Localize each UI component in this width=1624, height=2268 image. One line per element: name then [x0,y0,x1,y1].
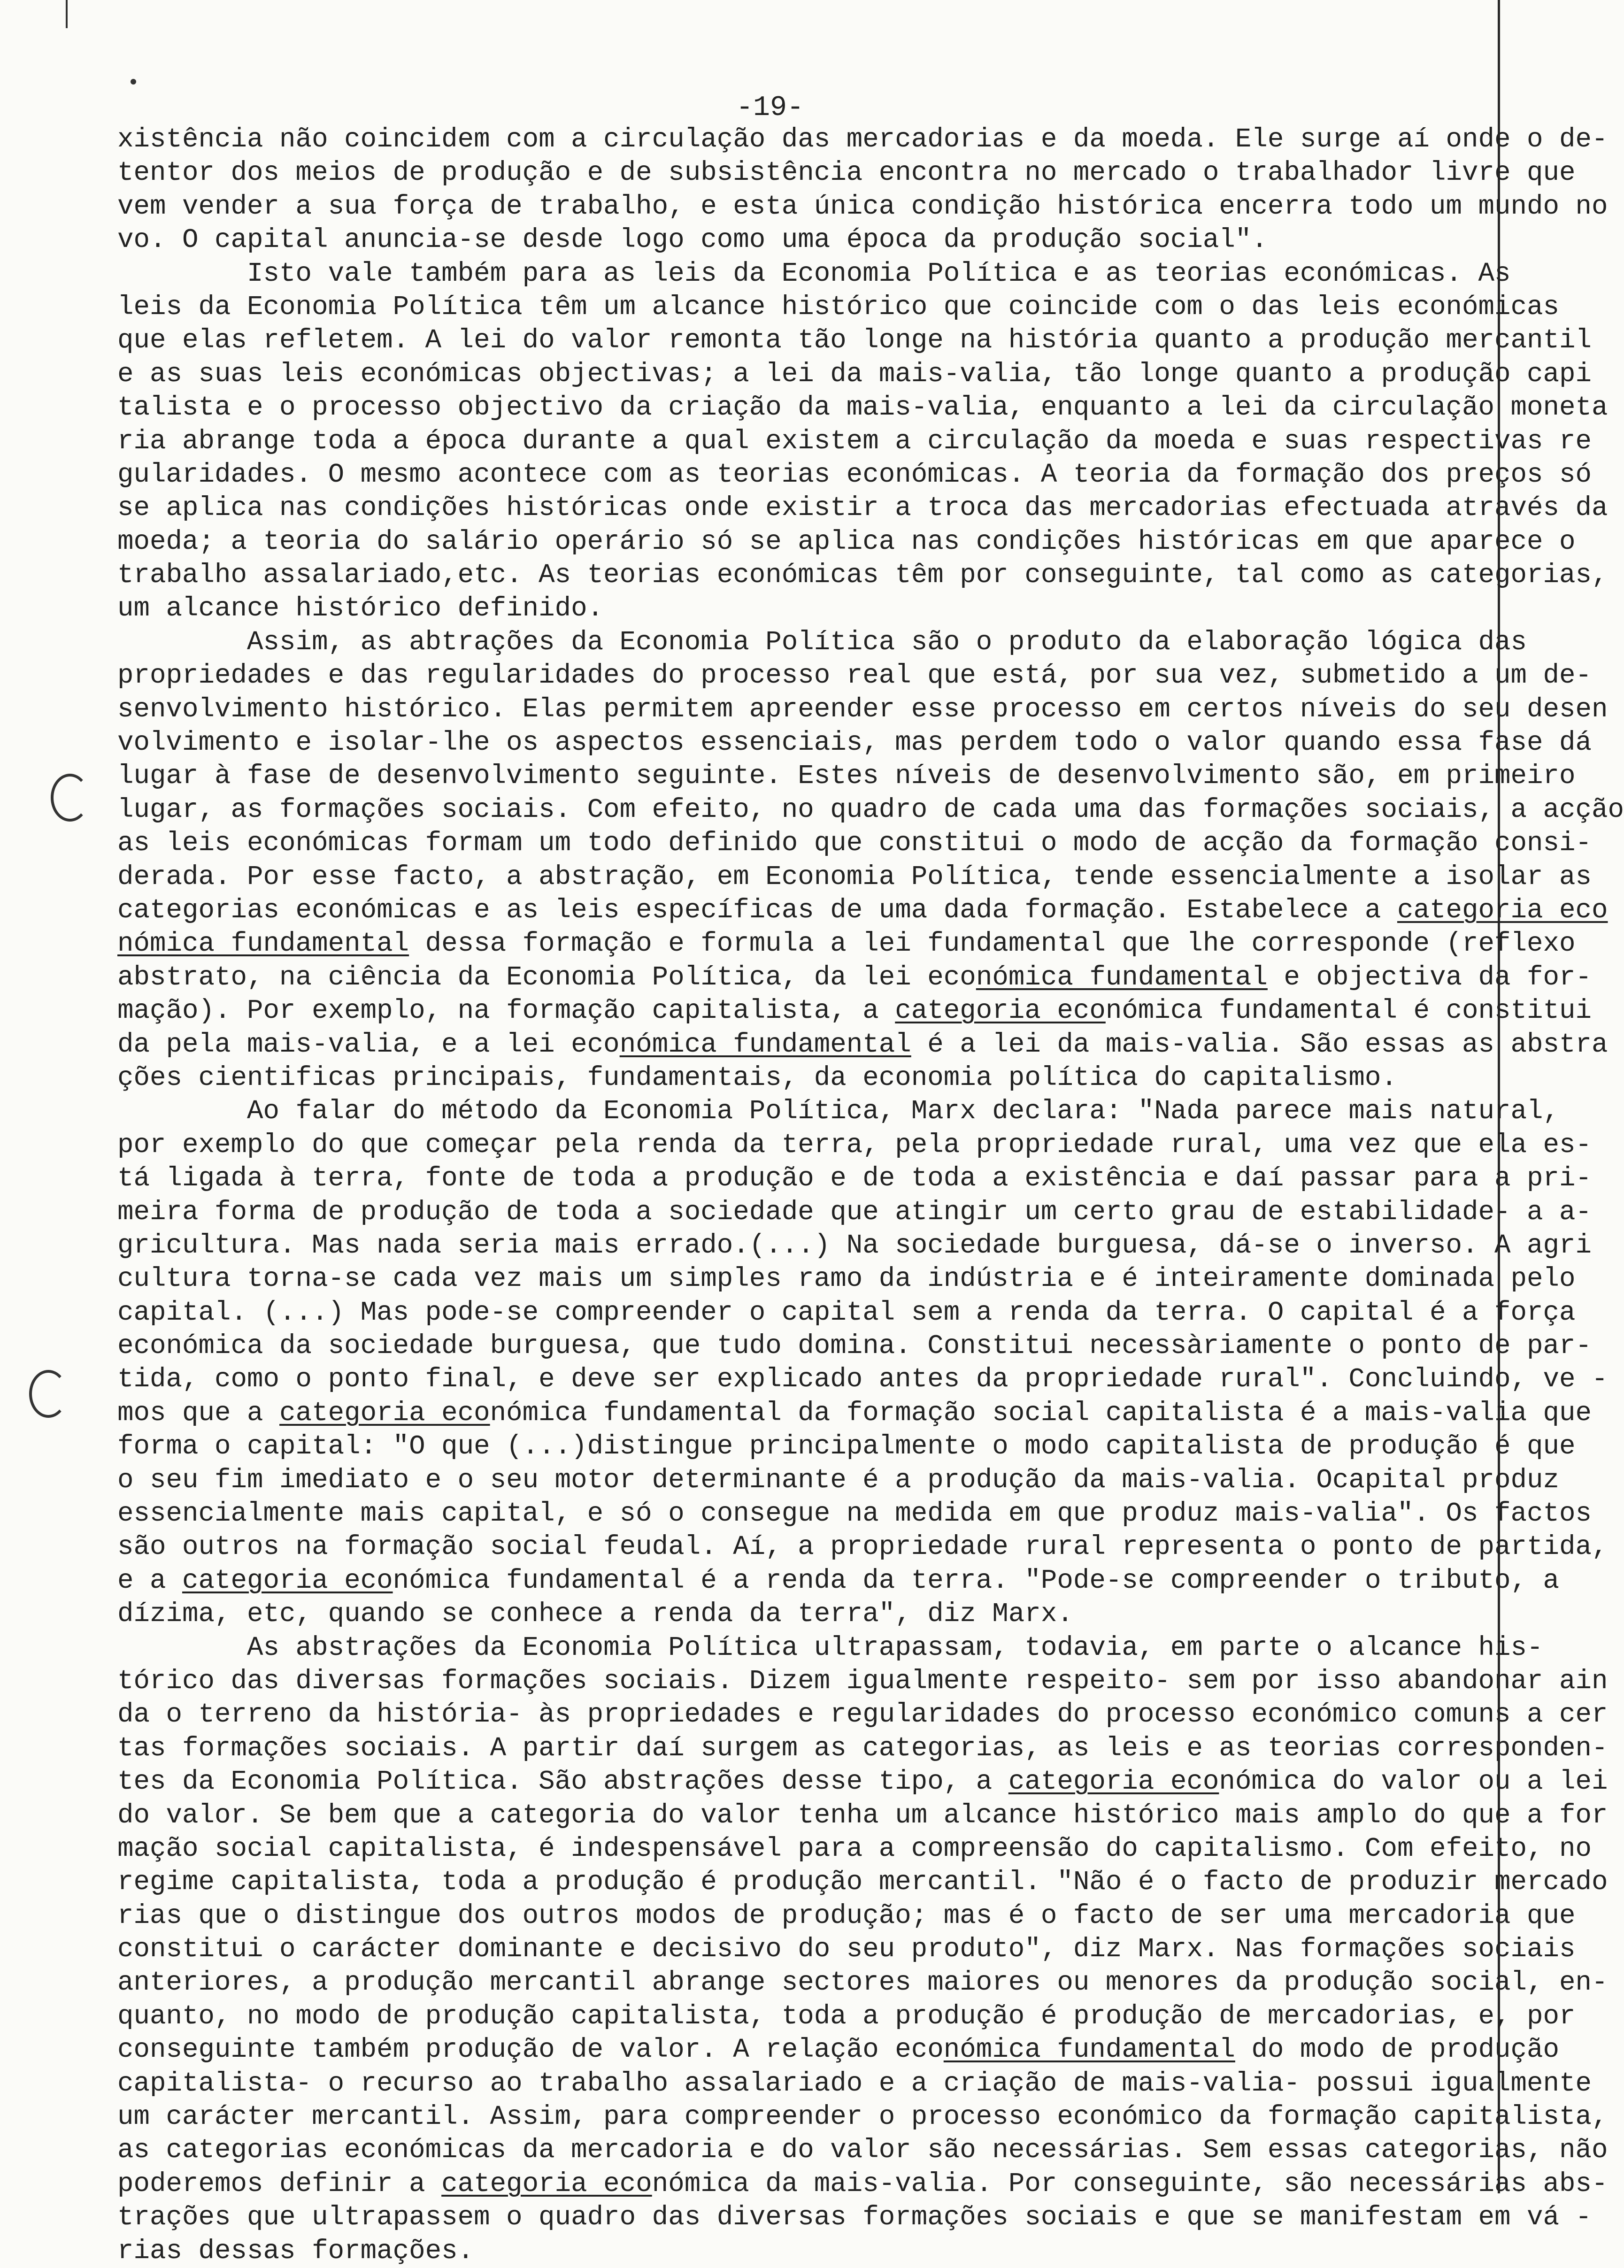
text-line: conseguinte também produção de valor. A relação económica fundamental do modo de produção [117,2035,1560,2066]
text-line: talista e o processo objectivo da criação da mais-valia, enquanto a lei da circulação moneta [117,392,1608,423]
text-line: as categorias económicas da mercadoria e do valor são necessárias. Sem essas categorias, não [117,2135,1608,2166]
document-body [117,123,1624,2268]
text-line: leis da Economia Política têm um alcance histórico que coincide com o das leis económicas [117,292,1559,323]
text-line: por exemplo do que começar pela renda da terra, pela propriedade rural, uma vez que ela es- [117,1130,1592,1161]
text-line: derada. Por esse facto, a abstração, em Economia Política, tende essencialmente a isolar as [117,861,1592,892]
underlined-phrase: nómica fundamental [117,929,409,960]
underlined-phrase: categoria eco [441,2168,652,2199]
text-line: mação social capitalista, é indespensável para a compreensão do capitalismo. Com efeito, no [117,1833,1592,1864]
text-line: capitalista- o recurso ao trabalho assalariado e a criação de mais-valia- possui igualmente [117,2068,1592,2099]
text-line: mação). Por exemplo, na formação capitalista, a categoria económica fundamental é constitui [117,996,1592,1027]
text-line: ria abrange toda a época durante a qual existem a circulação da moeda e suas respectivas re [117,426,1592,457]
text-line: e as suas leis económicas objectivas; a lei da mais-valia, tão longe quanto a produção capi [117,359,1592,390]
text-line: mos que a categoria económica fundamental da formação social capitalista é a mais-valia que [117,1398,1592,1429]
text-line: rias que o distingue dos outros modos de produção; mas é o facto de ser uma mercadoria que [117,1900,1576,1931]
underlined-phrase: categoria eco [182,1565,393,1596]
text-line: abstrato, na ciência da Economia Política, da lei económica fundamental e objectiva da for- [117,962,1592,993]
text-line: cultura torna-se cada vez mais um simples ramo da indústria e é inteiramente dominada pelo [117,1264,1576,1295]
text-line: volvimento e isolar-lhe os aspectos essenciais, mas perdem todo o valor quando essa fase dá [117,728,1592,759]
text-line: económica da sociedade burguesa, que tudo domina. Constitui necessàriamente o ponto de par- [117,1331,1592,1362]
text-line: Isto vale também para as leis da Economia Política e as teorias económicas. As [117,258,1511,289]
text-line: do valor. Se bem que a categoria do valor tenha um alcance histórico mais amplo do que a for [117,1800,1608,1831]
text-line: As abstrações da Economia Política ultrapassam, todavia, em parte o alcance his- [117,1632,1543,1663]
underlined-phrase: categoria eco [1397,895,1608,926]
text-line: tentor dos meios de produção e de subsistência encontra no mercado o trabalhador livre que [117,158,1576,189]
text-line: vo. O capital anuncia-se desde logo como uma época da produção social". [117,225,1268,256]
text-line: constitui o carácter dominante e decisivo do seu produto", diz Marx. Nas formações sociais [117,1934,1576,1965]
text-line: o seu fim imediato e o seu motor determinante é a produção da mais-valia. Ocapital produz [117,1465,1559,1496]
text-line: poderemos definir a categoria económica da mais-valia. Por conseguinte, são necessárias abs- [117,2168,1608,2199]
text-line: tá ligada à terra, fonte de toda a produção e de toda a existência e daí passar para a pri- [117,1163,1592,1194]
text-line: moeda; a teoria do salário operário só se aplica nas condições históricas em que aparece o [117,526,1576,557]
text-line: trabalho assalariado,etc. As teorias económicas têm por conseguinte, tal como as categorias, [117,560,1608,591]
text-line: são outros na formação social feudal. Aí, a propriedade rural representa o ponto de partida, [117,1532,1608,1563]
text-line: forma o capital: "O que (...)distingue principalmente o modo capitalista de produção é que [117,1431,1576,1462]
underlined-phrase: categoria eco [279,1398,490,1429]
underlined-phrase: categoria eco [1008,1767,1219,1798]
text-line: da o terreno da história- às propriedades e regularidades do processo económico comuns a cer [117,1699,1608,1730]
text-line: gricultura. Mas nada seria mais errado.(...) Na sociedade burguesa, dá-se o inverso. A agri [117,1230,1592,1261]
text-line: regime capitalista, toda a produção é produção mercantil. "Não é o facto de produzir mercado [117,1867,1608,1898]
text-line: nómica fundamental dessa formação e formula a lei fundamental que lhe corresponde (reflexo [117,929,1576,960]
text-line: xistência não coincidem com a circulação das mercadorias e da moeda. Ele surge aí onde o de- [117,124,1608,155]
text-line: tida, como o ponto final, e deve ser explicado antes da propriedade rural". Concluindo, ve - [117,1364,1608,1395]
text-line: propriedades e das regularidades do processo real que está, por sua vez, submetido a um de- [117,661,1592,692]
page-number: -19- [736,92,804,124]
text-line: quanto, no modo de produção capitalista, toda a produção é produção de mercadorias, e, por [117,2001,1576,2032]
text-line: rias dessas formações. [117,2236,474,2267]
text-line: da pela mais-valia, e a lei económica fundamental é a lei da mais-valia. São essas as abstra [117,1029,1608,1060]
underlined-phrase: nómica fundamental [943,2035,1235,2066]
text-line: Assim, as abtrações da Economia Política são o produto da elaboração lógica das [117,627,1527,658]
punch-hole-bottom [29,1370,68,1418]
punch-hole-top [51,774,89,822]
text-line: lugar, as formações sociais. Com efeito, no quadro de cada uma das formações sociais, a acção [117,794,1624,825]
text-line: um carácter mercantil. Assim, para compreender o processo económico da formação capitalista, [117,2102,1608,2133]
underlined-phrase: nómica fundamental [619,1029,911,1060]
text-line: tas formações sociais. A partir daí surgem as categorias, as leis e as teorias corresponden- [117,1733,1608,1764]
text-line: gularidades. O mesmo acontece com as teorias económicas. A teoria da formação dos preços só [117,459,1592,490]
text-line: e a categoria económica fundamental é a renda da terra. "Pode-se compreender o tributo, a [117,1565,1560,1596]
text-line: meira forma de produção de toda a sociedade que atingir um certo grau de estabilidade- a a- [117,1197,1592,1228]
text-line: trações que ultrapassem o quadro das diversas formações sociais e que se manifestam em vá - [117,2202,1592,2233]
text-line: tes da Economia Política. São abstrações desse tipo, a categoria económica do valor ou a lei [117,1767,1608,1798]
underlined-phrase: nómica fundamental [976,962,1268,993]
underlined-phrase: categoria eco [895,996,1106,1027]
text-line: um alcance histórico definido. [117,593,604,624]
text-line: dízima, etc, quando se conhece a renda da terra", diz Marx. [117,1599,1073,1630]
text-line: que elas refletem. A lei do valor remonta tão longe na história quanto a produção mercantil [117,325,1592,356]
margin-mark [66,0,68,28]
text-line: lugar à fase de desenvolvimento seguinte. Estes níveis de desenvolvimento são, em primeiro [117,761,1576,792]
text-line: tórico das diversas formações sociais. Dizem igualmente respeito- sem por isso abandonar ain [117,1666,1608,1697]
text-line: as leis económicas formam um todo definido que constitui o modo de acção da formação consi- [117,828,1592,859]
text-line: anteriores, a produção mercantil abrange sectores maiores ou menores da produção social, en- [117,1968,1608,1999]
text-line: se aplica nas condições históricas onde existir a troca das mercadorias efectuada através da [117,493,1608,524]
ink-speck [131,79,136,85]
text-line: Ao falar do método da Economia Política, Marx declara: "Nada parece mais natural, [117,1096,1559,1127]
text-line: ções cientificas principais, fundamentais, da economia política do capitalismo. [117,1062,1397,1093]
text-line: senvolvimento histórico. Elas permitem apreender esse processo em certos níveis do seu desen [117,694,1608,725]
text-line: vem vender a sua força de trabalho, e esta única condição histórica encerra todo um mundo no [117,191,1608,222]
text-line: categorias económicas e as leis específicas de uma dada formação. Estabelece a categoria eco [117,895,1608,926]
text-line: essencialmente mais capital, e só o consegue na medida em que produz mais-valia". Os factos [117,1499,1592,1530]
text-line: capital. (...) Mas pode-se compreender o capital sem a renda da terra. O capital é a força [117,1297,1576,1328]
